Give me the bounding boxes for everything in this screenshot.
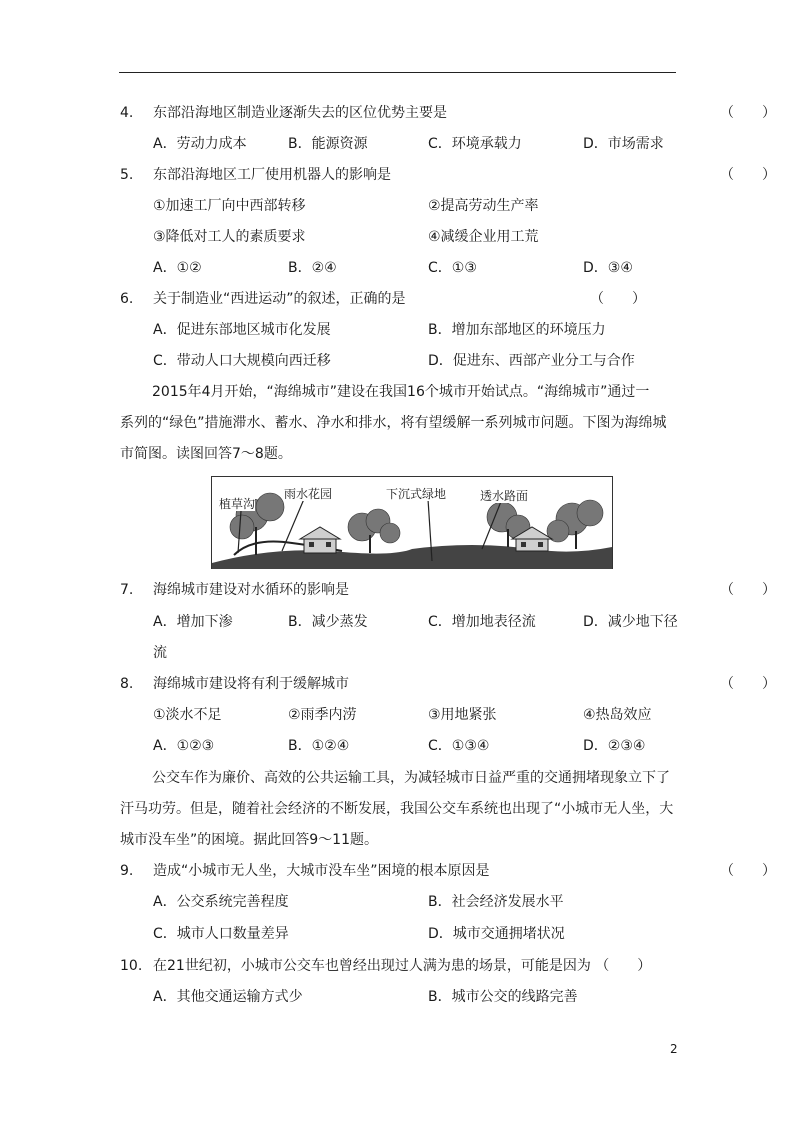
figure-label-rain-garden: 雨水花园 [284,487,333,501]
q9-number: 9. [120,863,134,879]
q5-stem: 东部沿海地区工厂使用机器人的影响是 [153,167,391,183]
q8-option-a[interactable]: A．①②③ [153,738,215,754]
q5-option-a[interactable]: A．①② [153,260,202,276]
q7-option-d-cont: 流 [153,645,167,661]
q9-option-c[interactable]: C．城市人口数量差异 [153,926,289,942]
q5-item-3: ③降低对工人的素质要求 [153,229,306,245]
q8-option-b[interactable]: B．①②④ [288,738,350,754]
q7-option-a[interactable]: A．增加下渗 [153,614,233,630]
q7-answer-bracket[interactable]: （ ） [720,582,776,598]
q7-number: 7. [120,582,134,598]
q9-answer-bracket[interactable]: （ ） [720,863,776,879]
passage-bus-cont [120,794,680,856]
q8-item-4: ④热岛效应 [583,707,652,723]
q5-answer-bracket[interactable]: （ ） [720,167,776,183]
q6-option-b[interactable]: B．增加东部地区的环境压力 [428,322,606,338]
passage-line: 公交车作为廉价、高效的公共运输工具，为减轻城市日益严重的交通拥堵现象立下了 [152,770,670,786]
q5-option-c[interactable]: C．①③ [428,260,477,276]
q7-stem: 海绵城市建设对水循环的影响是 [153,582,349,598]
q10-option-b[interactable]: B．城市公交的线路完善 [428,989,578,1005]
page-number: 2 [670,1042,678,1056]
q4-option-a[interactable]: A．劳动力成本 [153,136,247,152]
q7-option-d[interactable]: D．减少地下径 [583,614,678,630]
q10-stem: 在21世纪初，小城市公交车也曾经出现过人满为患的场景，可能是因为 （ ） [153,958,652,974]
q7-option-c[interactable]: C．增加地表径流 [428,614,536,630]
q6-stem: 关于制造业“西进运动”的叙述，正确的是 [153,291,406,307]
q6-option-a[interactable]: A．促进东部地区城市化发展 [153,322,331,338]
passage-line: 市简图。读图回答7～8题。 [120,446,292,462]
figure-label-sunken-green: 下沉式绿地 [386,487,447,501]
q5-item-1: ①加速工厂向中西部转移 [153,198,306,214]
q4-option-b[interactable]: B．能源资源 [288,136,368,152]
q8-option-d[interactable]: D．②③④ [583,738,646,754]
q8-option-c[interactable]: C．①③④ [428,738,490,754]
q4-option-c[interactable]: C．环境承载力 [428,136,522,152]
q5-number: 5. [120,167,134,183]
passage-sponge-city [120,377,680,408]
q5-item-2: ②提高劳动生产率 [428,198,539,214]
q7-option-b[interactable]: B．减少蒸发 [288,614,368,630]
q6-number: 6. [120,291,134,307]
q5-option-d[interactable]: D．③④ [583,260,633,276]
q8-item-2: ②雨季内涝 [288,707,357,723]
q4-stem: 东部沿海地区制造业逐渐失去的区位优势主要是 [153,105,447,121]
q8-answer-bracket[interactable]: （ ） [720,676,776,692]
passage-bus [120,763,680,794]
q9-option-d[interactable]: D．城市交通拥堵状况 [428,926,565,942]
q6-option-d[interactable]: D．促进东、西部产业分工与合作 [428,353,635,369]
q8-stem: 海绵城市建设将有利于缓解城市 [153,676,349,692]
passage-line: 城市没车坐”的困境。据此回答9～11题。 [120,832,378,848]
q5-item-4: ④减缓企业用工荒 [428,229,539,245]
passage-line: 2015年4月开始，“海绵城市”建设在我国16个城市开始试点。“海绵城市”通过一 [152,384,650,400]
passage-sponge-city-cont [120,408,680,470]
q8-item-3: ③用地紧张 [428,707,497,723]
q5-option-b[interactable]: B．②④ [288,260,337,276]
q10-option-a[interactable]: A．其他交通运输方式少 [153,989,303,1005]
sponge-city-diagram [211,476,613,569]
q9-option-a[interactable]: A．公交系统完善程度 [153,894,289,910]
header-rule [119,72,676,73]
passage-line: 系列的“绿色”措施滞水、蓄水、净水和排水，将有望缓解一系列城市问题。下图为海绵城 [120,415,667,431]
q4-option-d[interactable]: D．市场需求 [583,136,664,152]
q9-stem: 造成“小城市无人坐，大城市没车坐”困境的根本原因是 [153,863,490,879]
figure-label-grass-swale: 植草沟 [219,497,256,511]
q6-answer-bracket[interactable]: （ ） [590,291,646,307]
q4-answer-bracket[interactable]: （ ） [720,105,776,121]
q8-item-1: ①淡水不足 [153,707,222,723]
q8-number: 8. [120,676,134,692]
q6-option-c[interactable]: C．带动人口大规模向西迁移 [153,353,331,369]
q4-number: 4. [120,105,134,121]
passage-line: 汗马功劳。但是，随着社会经济的不断发展，我国公交车系统也出现了“小城市无人坐，大 [120,801,674,817]
q9-option-b[interactable]: B．社会经济发展水平 [428,894,564,910]
q10-number: 10. [120,958,143,974]
figure-label-permeable-pavement: 透水路面 [480,489,529,503]
